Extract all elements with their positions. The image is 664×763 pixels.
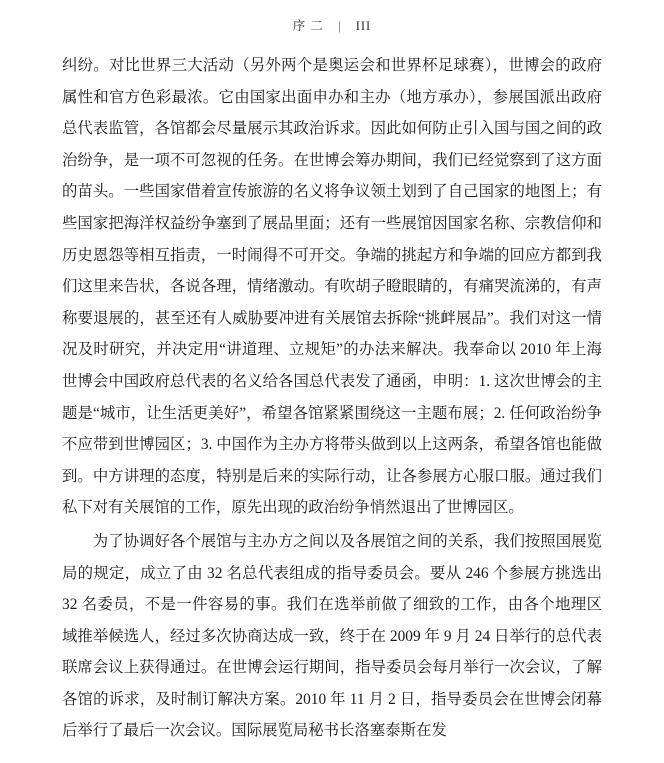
body-text [62, 50, 602, 747]
page-header [0, 16, 664, 34]
page-number: III [355, 19, 372, 33]
paragraph-1: 纠纷。对比世界三大活动（另外两个是奥运会和世界杯足球赛），世博会的政府属性和官方色彩最浓。它由国家出面申办和主办（地方承办），参展国派出政府总代表监管，各馆都会尽量展示其政治诉求。因此如何防止引入国与国之间的政治纷争，是一项不可忽视的任务。在世博会筹办期间，我们已经觉察到了这方面的苗头。一些国家借着宣传旅游的名义将争议领土划到了自己国家的地图上；有些国家把海洋权益纷争塞到了展品里面；还有一些展馆因国家名称、宗教信仰和历史恩怨等相互指责，一时闹得不可开交。争端的挑起方和争端的回应方都到我们这里来告状，各说各理，情绪激动。有吹胡子瞪眼睛的，有痛哭流涕的，有声称要退展的，甚至还有人威胁要冲进有关展馆去拆除“挑衅展品”。我们对这一情况及时研究，并决定用“讲道理、立规矩”的办法来解决。我奉命以 2010 年上海世博会中国政府总代表的名义给各国总代表发了通函，申明：1. 这次世博会的主题是“城市，让生活更美好”，希望各馆紧紧围绕这一主题布展；2. 任何政治纷争不应带到世博园区；3. 中国作为主办方将带头做到以上这两条，希望各馆也能做到。中方讲理的态度，特别是后来的实际行动，让各参展方心服口服。通过我们私下对有关展馆的工作，原先出现的政治纷争悄然退出了世博园区。 [62, 57, 602, 517]
header-title: 序 二 [292, 19, 324, 33]
paragraph-2: 为了协调好各个展馆与主办方之间以及各展馆之间的关系，我们按照国展览局的规定，成立了由 32 名总代表组成的指导委员会。要从 246 个参展方挑选出 32 名委员，不是一件容易的事。我们在选举前做了细致的工作，由各个地理区域推举候选人，经过多次协商达成一致，终于在 2009 年 9 月 24 日举行的总代表联席会议上获得通过。在世博会运行期间，指导委员会每月举行一次会议，了解各馆的诉求，及时制订解决方案。2010 年 11 月 2 日，指导委员会在世博会闭幕后举行了最后一次会议。国际展览局秘书长洛塞泰斯在发 [62, 532, 602, 740]
header-separator: | [338, 19, 342, 33]
